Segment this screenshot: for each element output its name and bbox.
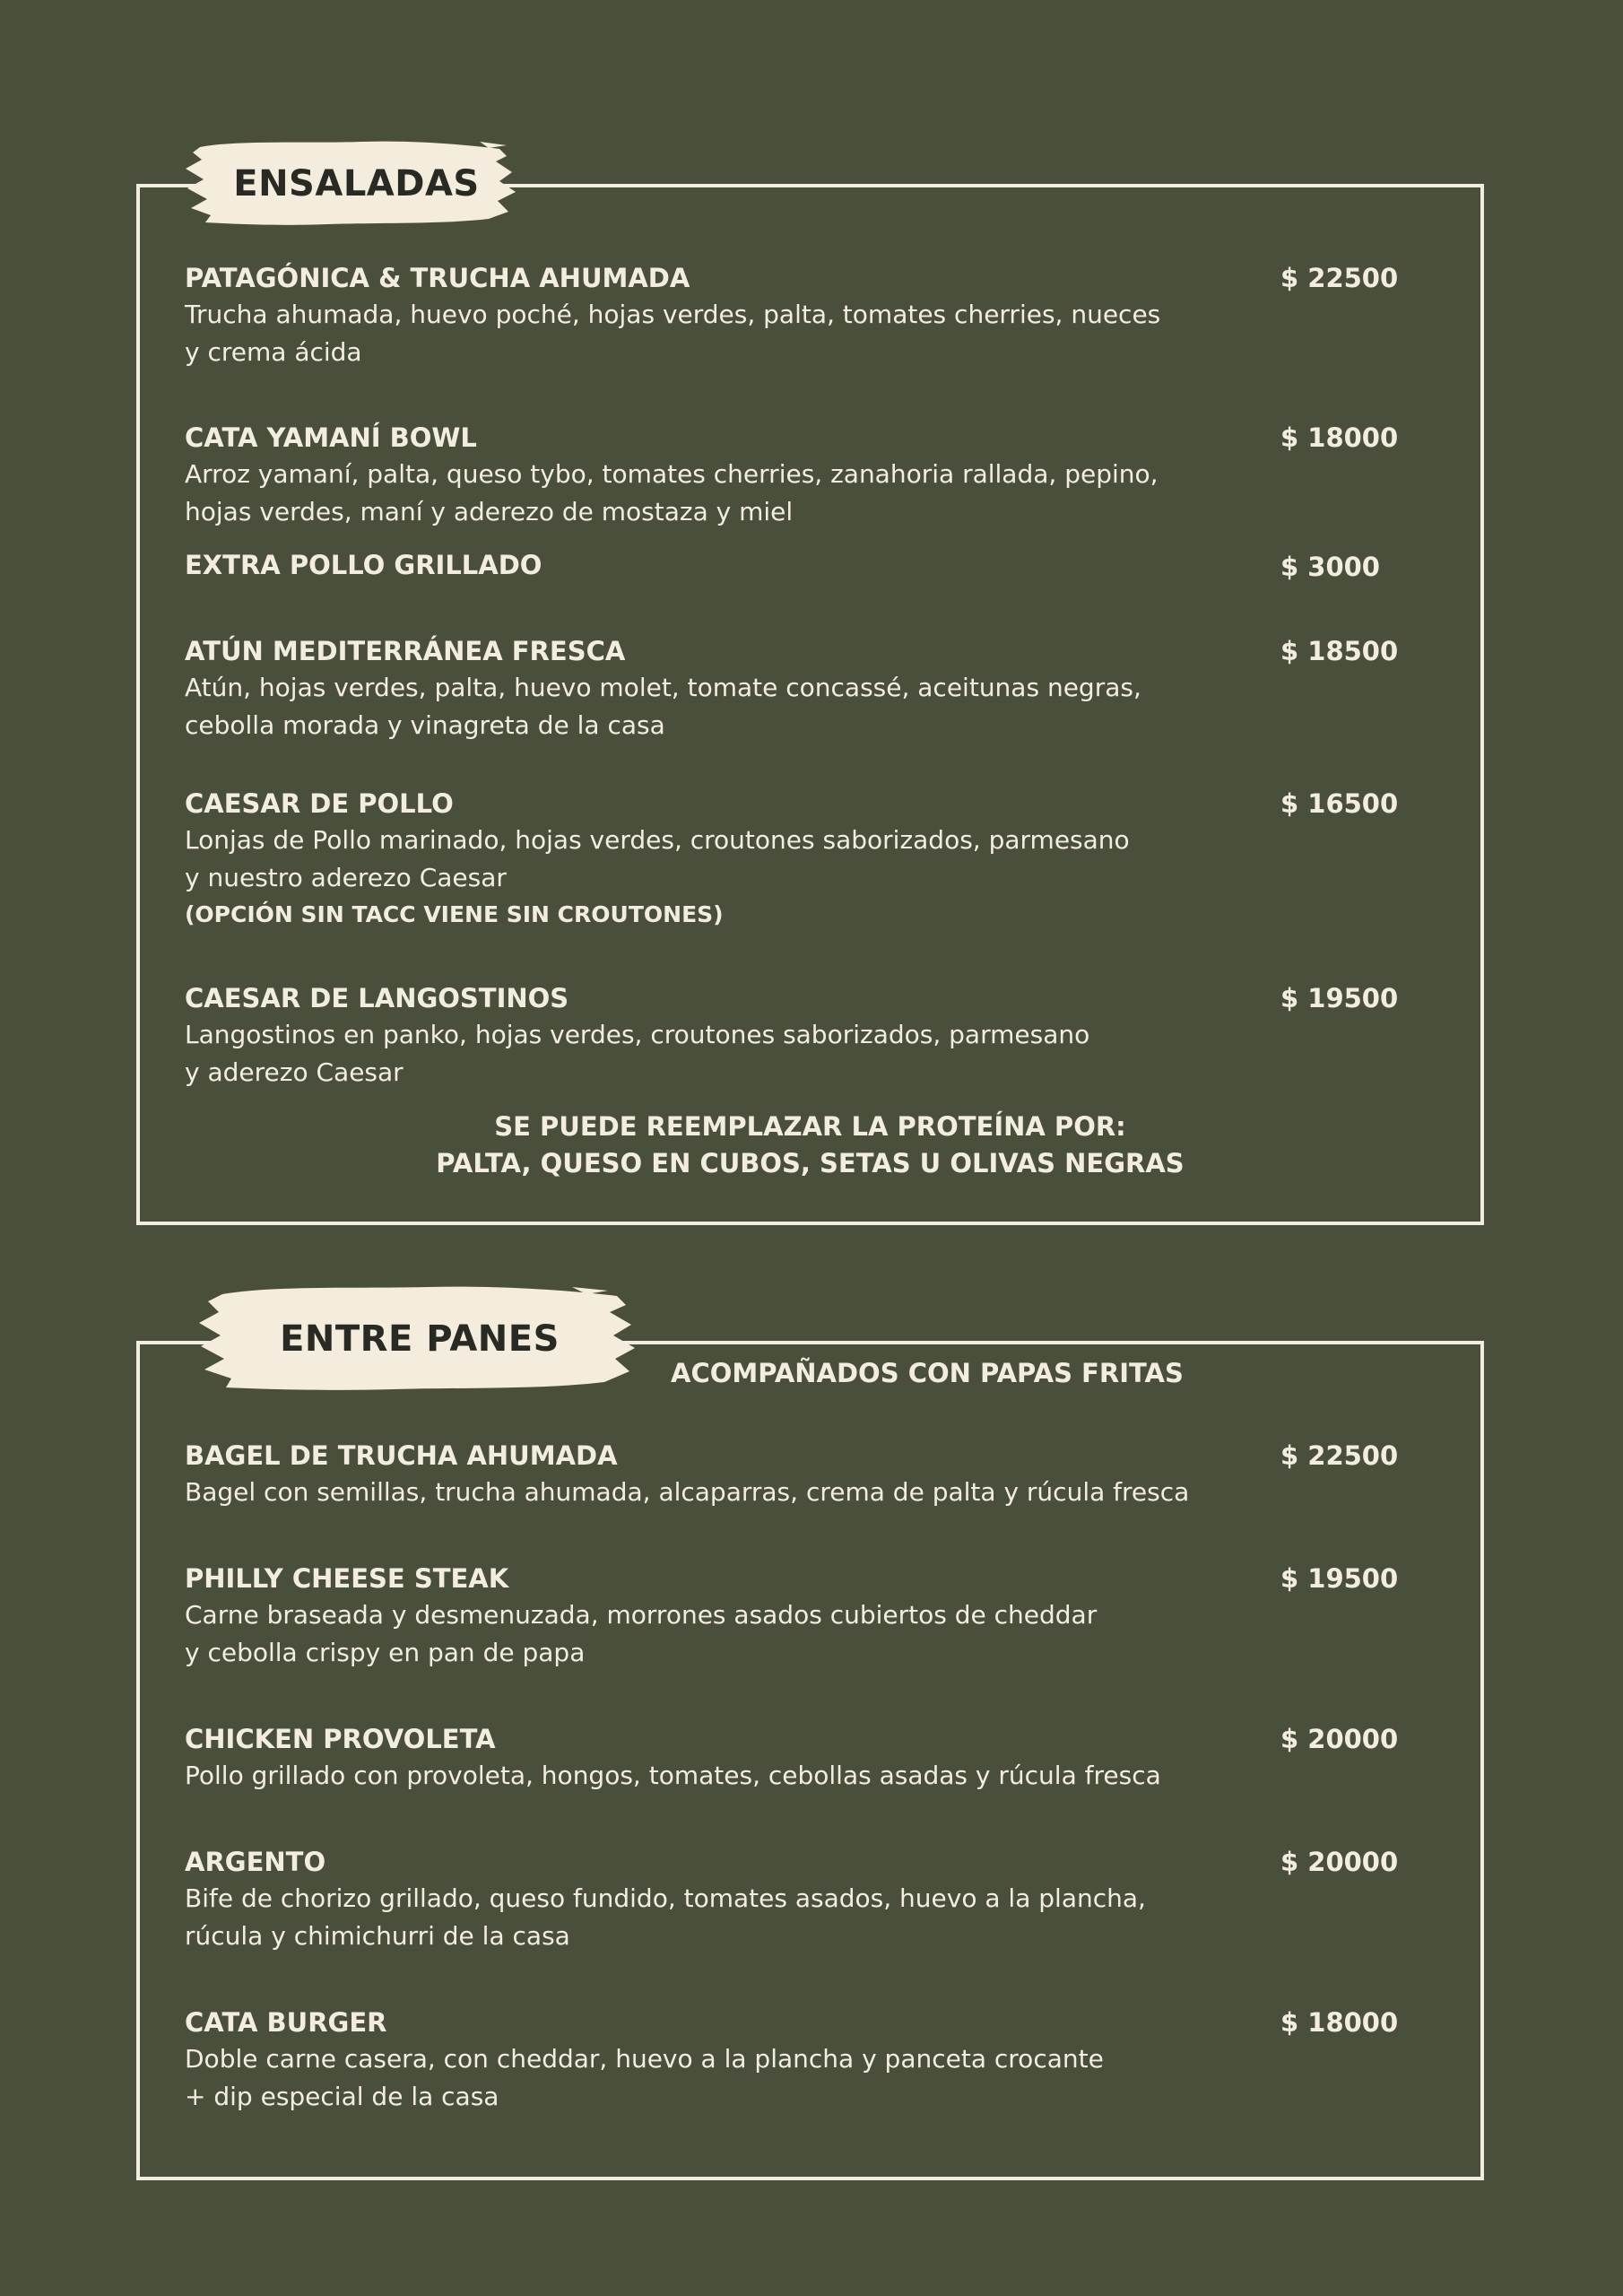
item-name: CAESAR DE LANGOSTINOS <box>185 983 569 1013</box>
menu-item <box>185 980 1399 1091</box>
item-price: $ 16500 <box>1280 788 1399 819</box>
protein-substitution-note-line1: SE PUEDE REEMPLAZAR LA PROTEÍNA POR: <box>494 1111 1126 1142</box>
item-description: Carne braseada y desmenuzada, morrones asados cubiertos de cheddar y cebolla crispy en pan de papa <box>185 1600 1098 1667</box>
item-description: Lonjas de Pollo marinado, hojas verdes, croutones saborizados, parmesano y nuestro aderezo Caesar <box>185 825 1130 892</box>
item-price: $ 19500 <box>1280 1563 1399 1594</box>
item-price: $ 19500 <box>1280 983 1399 1013</box>
item-description: Bagel con semillas, trucha ahumada, alcaparras, crema de palta y rúcula fresca <box>185 1477 1190 1507</box>
item-price: $ 22500 <box>1280 263 1399 293</box>
item-name: EXTRA POLLO GRILLADO <box>185 550 542 580</box>
menu-item <box>185 1561 1399 1672</box>
menu-item <box>185 633 1399 744</box>
item-name: ARGENTO <box>185 1847 326 1877</box>
menu-item <box>185 786 1399 933</box>
item-name: CATA YAMANÍ BOWL <box>185 422 477 453</box>
ensaladas-title: ENSALADAS <box>233 162 480 204</box>
menu-item <box>185 420 1399 531</box>
item-description: Trucha ahumada, huevo poché, hojas verdes, palta, tomates cherries, nueces y crema ácida <box>185 300 1161 367</box>
menu-item <box>185 2005 1399 2116</box>
menu-item <box>185 547 1386 583</box>
item-price: $ 20000 <box>1280 1724 1399 1754</box>
menu-item <box>185 260 1399 371</box>
item-description: Langostinos en panko, hojas verdes, croutones saborizados, parmesano y aderezo Caesar <box>185 1020 1090 1087</box>
menu-item <box>185 1438 1399 1511</box>
item-price: $ 20000 <box>1280 1847 1399 1877</box>
entre-panes-title: ENTRE PANES <box>280 1318 560 1360</box>
item-description: Arroz yamaní, palta, queso tybo, tomates cherries, zanahoria rallada, pepino, hojas verdes, maní y aderezo de mostaza y miel <box>185 459 1159 526</box>
item-name: PATAGÓNICA & TRUCHA AHUMADA <box>185 263 690 293</box>
item-price: $ 18000 <box>1280 422 1399 453</box>
item-name: CAESAR DE POLLO <box>185 788 454 819</box>
item-price: $ 3000 <box>1280 552 1380 582</box>
entre-panes-title-badge <box>195 1278 644 1399</box>
item-description: Pollo grillado con provoleta, hongos, tomates, cebollas asadas y rúcula fresca <box>185 1761 1161 1790</box>
ensaladas-title-badge <box>184 136 529 230</box>
entre-panes-subtitle: ACOMPAÑADOS CON PAPAS FRITAS <box>671 1358 1184 1388</box>
item-description: Bife de chorizo grillado, queso fundido, tomates asados, huevo a la plancha, rúcula y chimichurri de la casa <box>185 1883 1146 1951</box>
menu-item <box>185 1844 1399 1955</box>
item-description: Doble carne casera, con cheddar, huevo a la plancha y panceta crocante + dip especial de la casa <box>185 2044 1104 2111</box>
item-name: PHILLY CHEESE STEAK <box>185 1563 509 1594</box>
item-name: BAGEL DE TRUCHA AHUMADA <box>185 1440 618 1471</box>
item-name: ATÚN MEDITERRÁNEA FRESCA <box>185 636 626 666</box>
item-name: CATA BURGER <box>185 2007 387 2038</box>
item-description: Atún, hojas verdes, palta, huevo molet, tomate concassé, aceitunas negras, cebolla morada y vinagreta de la casa <box>185 673 1141 740</box>
item-note: (OPCIÓN SIN TACC VIENE SIN CROUTONES) <box>185 901 724 927</box>
menu-item <box>185 1721 1399 1795</box>
item-price: $ 18500 <box>1280 636 1399 666</box>
item-price: $ 22500 <box>1280 1440 1399 1471</box>
protein-substitution-note-line2: PALTA, QUESO EN CUBOS, SETAS U OLIVAS NEGRAS <box>436 1148 1185 1178</box>
item-name: CHICKEN PROVOLETA <box>185 1724 496 1754</box>
item-price: $ 18000 <box>1280 2007 1399 2038</box>
